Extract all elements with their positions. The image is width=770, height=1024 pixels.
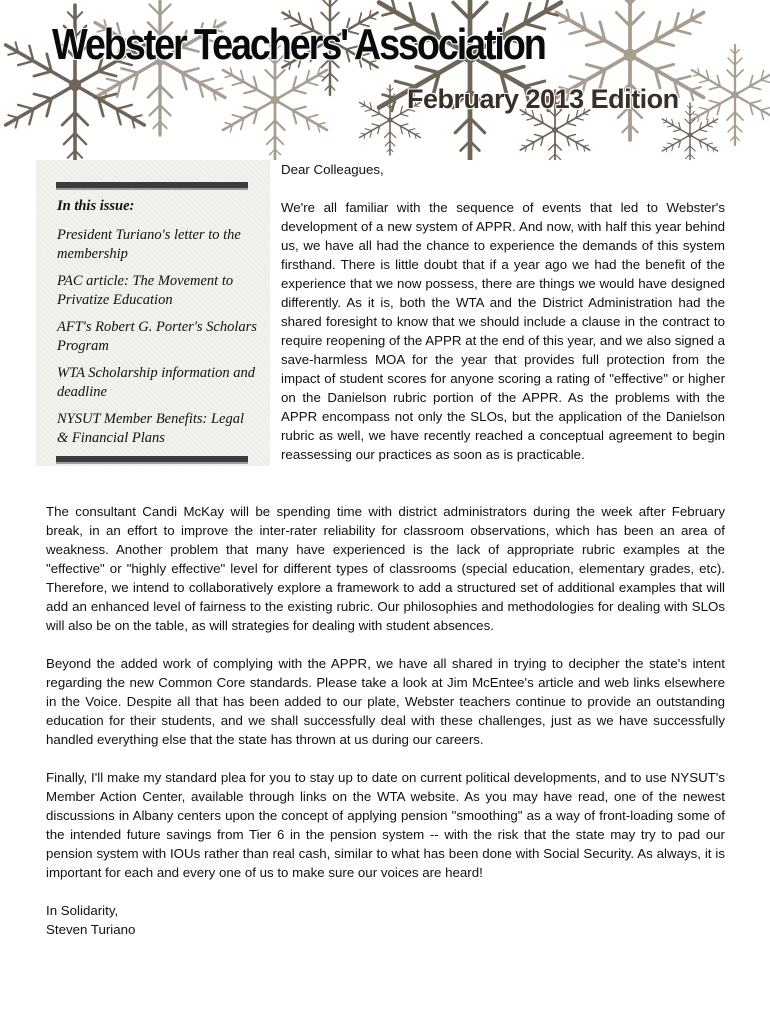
letter-body (46, 502, 725, 939)
issue-list (57, 226, 257, 456)
in-this-issue-box (36, 160, 270, 466)
letter-paragraph: We're all familiar with the sequence of events that led to Webster's development of a new system of APPR. And now, with half this year behind us, we have all had the chance to experience the demands of this system firsthand. There is little doubt that if a year ago we had the benefit of the experience that we now possess, there are things we would have designed differently. As it is, both the WTA and the District Administration had the shared foresight to know that we should include a clause in the contract to require reopening of the APPR at the end of this year, and we also signed a save-harmless MOA for the year that provides full protection from the impact of student scores for anyone scoring a rating of "effective" or higher on the Danielson rubric portion of the APPR. As the problems with the APPR encompass not only the SLOs, but the application of the Danielson rubric as well, we have recently reached a conceptual agreement to begin reassessing our practices as soon as is practicable. (281, 200, 725, 462)
letter-column (281, 160, 725, 464)
sidebar-top-divider (56, 182, 248, 190)
letter-paragraph: Beyond the added work of complying with the APPR, we have all shared in trying to decipher the state's intent regarding the new Common Core standards. Please take a look at Jim McEntee's article and web links elsewhere in the Voice. Despite all that has been added to our plate, Webster teachers continue to provide an outstanding education for their students, and we shall successfully deal with these challenges, just as we have successfully handled everything else that the state has thrown at us during our careers. (46, 656, 725, 747)
newsletter-title: Webster Teachers' Association (52, 20, 545, 69)
masthead (0, 0, 770, 160)
issue-item: PAC article: The Movement to Privatize Education (57, 273, 234, 308)
issue-item: AFT's Robert G. Porter's Scholars Program (57, 319, 257, 354)
letter-paragraph: The consultant Candi McKay will be spending time with district administrators during the week after February break, in an effort to improve the inter-rater reliability for classroom observations, which has been an area of weakness. Another problem that many have experienced is the lack of appropriate rubric examples at the "effective" or "highly effective" level for different types of classrooms (special education, elementary grades, etc). Therefore, we intend to collaboratively explore a framework to add a structured set of additional examples that will add an enhanced level of fairness to the existing rubric. Our philosophies and methodologies for dealing with SLOs will also be on the table, as will strategies for dealing with student absences. (46, 504, 725, 633)
letter-signature: Steven Turiano (46, 922, 136, 937)
letter-greeting: Dear Colleagues, (281, 162, 384, 177)
letter-closing: In Solidarity, (46, 903, 119, 918)
edition-label: February 2013 Edition (407, 84, 679, 114)
in-this-issue-heading: In this issue: (57, 198, 135, 214)
sidebar-bottom-divider (56, 456, 248, 464)
letter-paragraph: Finally, I'll make my standard plea for you to stay up to date on current political developments, and to use NYSUT's Member Action Center, available through links on the WTA website. As you may have read, one of the newest discussions in Albany centers upon the concept of applying pension "smoothing" as a way of front-loading some of the intended future savings from Tier 6 in the pension system -- with the risk that the state may try to pad our pension system with IOUs rather than real cash, similar to what has been done with Social Security. As always, it is important for each and every one of us to make sure our voices are heard! (46, 770, 725, 880)
issue-item: NYSUT Member Benefits: Legal & Financial Plans (57, 411, 245, 446)
issue-item: President Turiano's letter to the membership (57, 227, 241, 262)
letter-closing-block (46, 901, 725, 939)
issue-item: WTA Scholarship information and deadline (57, 365, 256, 400)
